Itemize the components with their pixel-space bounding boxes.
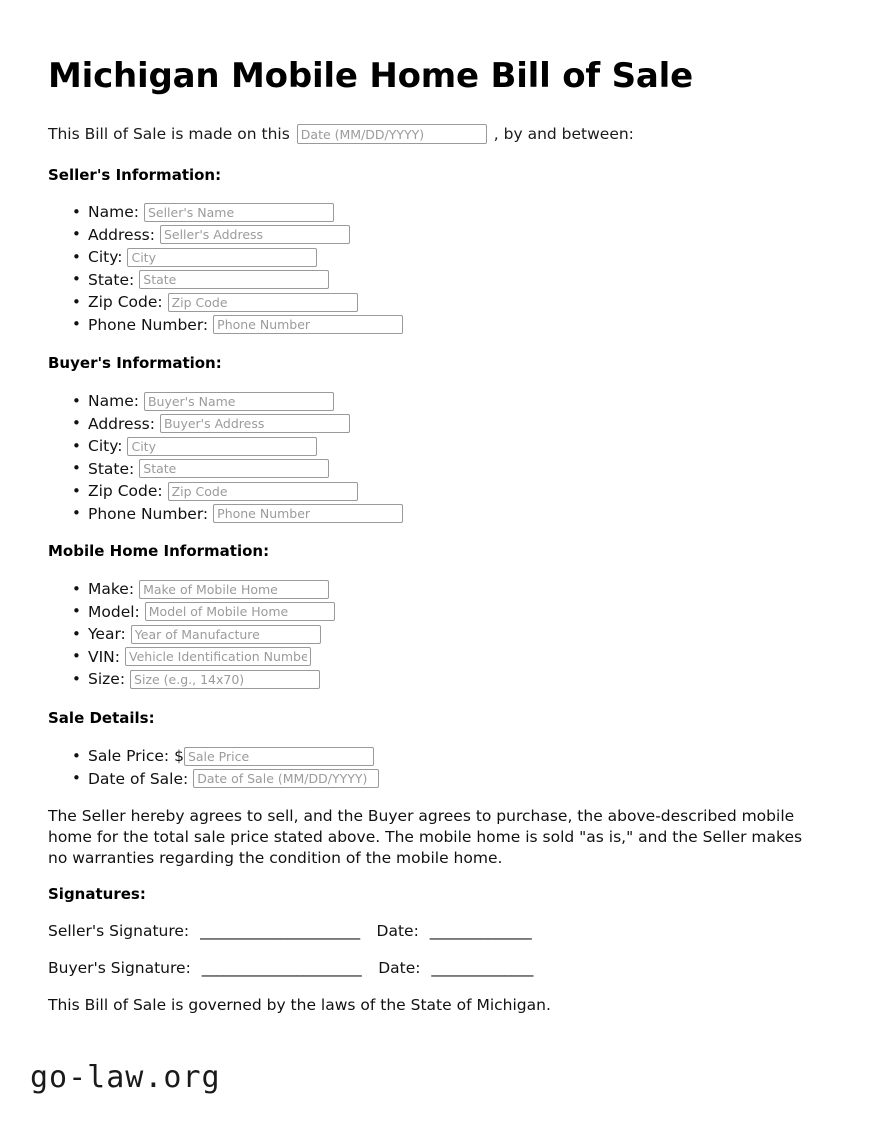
buyer-address-input[interactable] [160, 414, 350, 433]
intro-text-before: This Bill of Sale is made on this [48, 125, 290, 143]
buyer-date-line[interactable]: ______________ [431, 959, 533, 977]
governing-law-text: This Bill of Sale is governed by the laws of the State of Michigan. [48, 996, 551, 1014]
bullet-icon: • [72, 247, 81, 266]
intro-text-after: , by and between: [493, 125, 634, 143]
seller-phone-input[interactable] [213, 315, 403, 334]
vin-label: VIN: [88, 647, 120, 666]
buyer-field-list [72, 390, 403, 525]
bullet-icon: • [72, 602, 81, 621]
seller-state-label: State: [88, 270, 135, 289]
buyer-zip-input[interactable] [168, 482, 358, 501]
seller-signature-row [48, 922, 531, 940]
sale-details-section-heading: Sale Details: [48, 709, 155, 727]
list-item [72, 390, 403, 413]
list-item [72, 246, 403, 269]
list-item [72, 413, 403, 436]
buyer-phone-label: Phone Number: [88, 504, 209, 523]
bullet-icon: • [72, 436, 81, 455]
model-input[interactable] [145, 602, 335, 621]
buyer-state-label: State: [88, 459, 135, 478]
buyer-signature-row [48, 959, 533, 977]
vin-input[interactable] [125, 647, 311, 666]
seller-phone-label: Phone Number: [88, 315, 209, 334]
bullet-icon: • [72, 647, 81, 666]
list-item [72, 224, 403, 247]
buyer-signature-label: Buyer's Signature: [48, 959, 191, 977]
list-item [72, 480, 403, 503]
bullet-icon: • [72, 292, 81, 311]
year-label: Year: [88, 625, 126, 644]
seller-name-label: Name: [88, 203, 139, 222]
seller-field-list [72, 201, 403, 336]
seller-zip-label: Zip Code: [88, 293, 163, 312]
make-label: Make: [88, 580, 135, 599]
year-input[interactable] [131, 625, 321, 644]
date-of-sale-label: Date of Sale: [88, 769, 189, 788]
size-input[interactable] [130, 670, 320, 689]
size-label: Size: [88, 670, 126, 689]
signatures-section-heading: Signatures: [48, 885, 146, 903]
agreement-date-input[interactable] [297, 124, 487, 144]
list-item [72, 291, 403, 314]
seller-signature-line[interactable]: ______________________ [200, 922, 360, 940]
list-item [72, 745, 379, 768]
seller-city-input[interactable] [127, 248, 317, 267]
seller-zip-input[interactable] [168, 293, 358, 312]
bullet-icon: • [72, 414, 81, 433]
list-item [72, 601, 335, 624]
bullet-icon: • [72, 225, 81, 244]
bullet-icon: • [72, 624, 81, 643]
buyer-date-label: Date: [378, 959, 421, 977]
site-watermark: go-law.org [30, 1060, 221, 1095]
buyer-state-input[interactable] [139, 459, 329, 478]
list-item [72, 623, 335, 646]
bullet-icon: • [72, 270, 81, 289]
list-item [72, 435, 403, 458]
mobile-home-section-heading: Mobile Home Information: [48, 542, 270, 560]
bullet-icon: • [72, 391, 81, 410]
list-item [72, 768, 379, 791]
bullet-icon: • [72, 746, 81, 765]
page-title: Michigan Mobile Home Bill of Sale [48, 56, 693, 96]
seller-address-label: Address: [88, 225, 155, 244]
bullet-icon: • [72, 315, 81, 334]
buyer-city-input[interactable] [127, 437, 317, 456]
mobile-home-field-list [72, 578, 335, 691]
buyer-city-label: City: [88, 437, 123, 456]
buyer-address-label: Address: [88, 414, 155, 433]
seller-date-line[interactable]: ______________ [429, 922, 532, 940]
list-item [72, 201, 403, 224]
list-item [72, 578, 335, 601]
seller-date-label: Date: [376, 922, 419, 940]
bullet-icon: • [72, 459, 81, 478]
list-item [72, 269, 403, 292]
bullet-icon: • [72, 481, 81, 500]
seller-address-input[interactable] [160, 225, 350, 244]
buyer-zip-label: Zip Code: [88, 482, 163, 501]
list-item [72, 503, 403, 526]
sale-price-label: Sale Price: $ [88, 747, 184, 766]
list-item [72, 314, 403, 337]
sale-price-input[interactable] [184, 747, 374, 766]
seller-state-input[interactable] [139, 270, 329, 289]
list-item [72, 458, 403, 481]
seller-name-input[interactable] [144, 203, 334, 222]
make-input[interactable] [139, 580, 329, 599]
model-label: Model: [88, 602, 140, 621]
buyer-signature-line[interactable]: ______________________ [201, 959, 362, 977]
buyer-name-label: Name: [88, 392, 139, 411]
buyer-phone-input[interactable] [213, 504, 403, 523]
bullet-icon: • [72, 202, 81, 221]
list-item [72, 668, 335, 691]
date-of-sale-input[interactable] [193, 769, 379, 788]
bullet-icon: • [72, 669, 81, 688]
bullet-icon: • [72, 504, 81, 523]
buyer-name-input[interactable] [144, 392, 334, 411]
list-item [72, 646, 335, 669]
seller-section-heading: Seller's Information: [48, 166, 222, 184]
seller-signature-label: Seller's Signature: [48, 922, 190, 940]
seller-city-label: City: [88, 248, 123, 267]
buyer-section-heading: Buyer's Information: [48, 354, 222, 372]
bullet-icon: • [72, 769, 81, 788]
sale-details-field-list [72, 745, 379, 790]
agreement-paragraph: The Seller hereby agrees to sell, and the Buyer agrees to purchase, the above-described mobile home for the total sale price stated above. The mobile home is sold "as is," and the Seller makes no warranties regarding the condition of the mobile home. [48, 807, 803, 867]
bullet-icon: • [72, 579, 81, 598]
intro-line [48, 124, 634, 144]
